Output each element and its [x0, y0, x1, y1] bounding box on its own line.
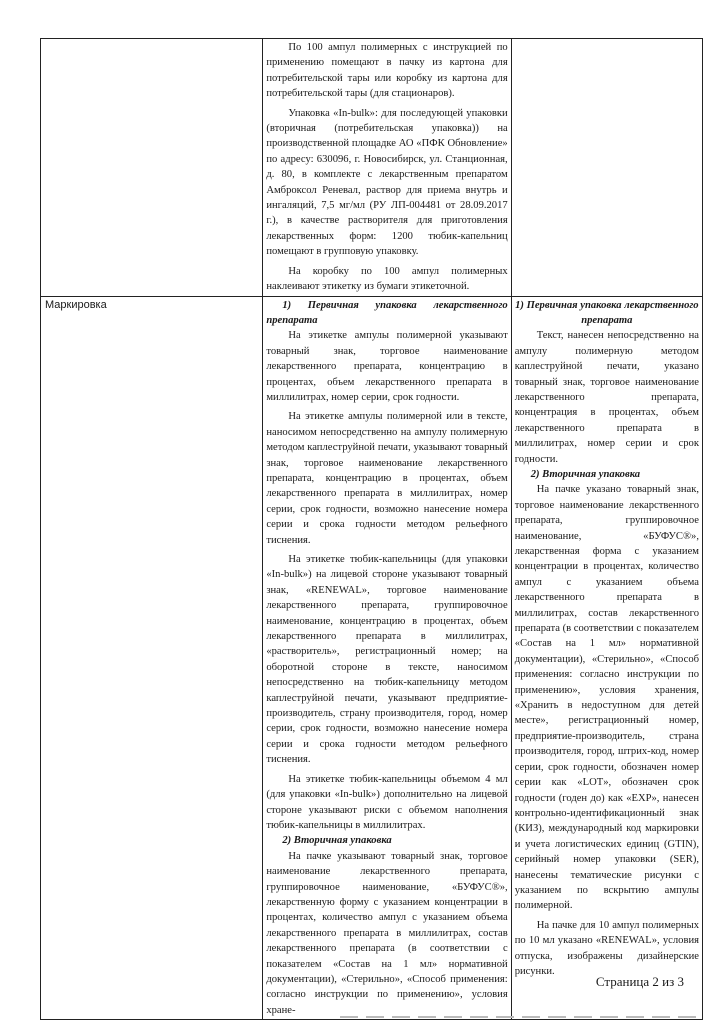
- scan-artifact-line: [340, 1016, 700, 1018]
- marking-paragraph: На пачке указывают товарный знак, торговое наименование лекарственного препарата, группировочное наименование, «БУФУС®», лекарственную форму с указанием концентрации в процентах, количество ампул с указанием объема лекарственного препарата в миллилитрах, состав лекарственного препарата (в соответствии с показателем «Состав на 1 мл» нормативной документации), «Стерильно», «Способ применения: согласно инструкции по применению», условия хране-: [266, 850, 508, 1016]
- marking-paragraph: На этикетке ампулы полимерной или в тексте, наносимом непосредственно на ампулу полимерную методом каплеструйной печати, указывают товарный знак, торговое наименование лекарственного препарата, концентрацию в процентах, объем лекарственного препарата в миллилитрах, номер серии, срок годности, возможно нанесение номера серии и срока годности методом рельефного тиснения.: [266, 411, 508, 546]
- section-heading: 1) Первичная упаковка лекарственного препарата: [515, 299, 699, 326]
- marking-requirements-cell: [263, 296, 511, 1020]
- marking-actual-cell: [511, 296, 702, 1020]
- packaging-paragraph: Упаковка «In-bulk»: для последующей упаковки (вторичная (потребительская упаковка)) на производственной площадке АО «ПФК Обновление» по адресу: 630096, г. Новосибирск, ул. Станционная, д. 80, в комплекте с лекарственным препаратом Амброксол Реневал, раствор для приема внутрь и ингаляций, 7,5 мг/мл (РУ ЛП-004481 от 28.09.2017 г.), в качестве растворителя для приготовления лекарственных форм: 1200 тюбик-капельниц помещают в групповую упаковку.: [266, 107, 508, 258]
- section-heading: 2) Вторичная упаковка: [530, 468, 641, 480]
- table-row: [41, 296, 703, 1020]
- packaging-paragraph: По 100 ампул полимерных с инструкцией по применению помещают в пачку из картона для потребительской тары или коробку из картона для потребительской тары (для стационаров).: [266, 42, 508, 100]
- marking-paragraph: На этикетке ампулы полимерной указывают товарный знак, торговое наименование лекарственного препарата, концентрацию в процентах, объем лекарственного препарата в миллилитрах, номер серии, срок годности.: [266, 330, 508, 403]
- marking-paragraph: На этикетке тюбик-капельницы объемом 4 мл (для упаковки «In-bulk») дополнительно на лицевой стороне указывают риски с объемом наполнения тюбик-капельницы в миллилитрах.: [266, 773, 508, 831]
- marking-paragraph: На этикетке тюбик-капельницы (для упаковки «In-bulk») на лицевой стороне указывают товарный знак, «RENEWAL», торговое наименование лекарственного препарата, группировочное наименование, концентрацию в процентах, объем лекарственного препарата в миллилитрах, «растворитель», регистрационный номер; на оборотной стороне в тексте, наносимом непосредственно на тюбик-капельницу методом каплеструйной печати, указывают предприятие-производитель, страну производителя, город, номер серии, срок годности, возможно нанесение номера серии и срока годности методом рельефного тиснения.: [266, 554, 508, 766]
- table-row: [41, 39, 703, 297]
- document-table: [40, 38, 703, 1020]
- empty-cell: [511, 39, 702, 297]
- packaging-paragraph: На коробку по 100 ампул полимерных наклеивают этикетку из бумаги этикеточной.: [266, 265, 508, 293]
- section-heading: 2) Вторичная упаковка: [282, 835, 392, 847]
- section-heading: 1) Первичная упаковка лекарственного препарата: [266, 299, 508, 326]
- page-number: Страница 2 из 3: [595, 974, 684, 989]
- marking-paragraph: Текст, нанесен непосредственно на ампулу полимерную методом каплеструйной печати, указано товарный знак, торговое наименование лекарственного препарата, концентрация в процентах, объем лекарственного препарата в миллилитрах, номер серии и срок годности.: [514, 330, 699, 465]
- marking-label-cell: [41, 296, 263, 1020]
- marking-paragraph: На пачке для 10 ампул полимерных по 10 мл указано «RENEWAL», условия отпуска, изображены дизайнерские рисунки.: [514, 919, 699, 977]
- packaging-cell: [263, 39, 511, 297]
- row-label-cell-empty: [41, 39, 263, 297]
- row-label: Маркировка: [45, 298, 107, 311]
- marking-paragraph: На пачке указано товарный знак, торговое наименование лекарственного препарата, группировочное наименование, «БУФУС®», лекарственная форма с указанием концентрации в процентах, количество ампул с указанием объема лекарственного препарата в миллилитрах, состав лекарственного препарата (в соответствии с показателем «Состав на 1 мл» нормативной документации), «Стерильно», «Способ применения: согласно инструкции по применению», условия хранения, «Хранить в недоступном для детей месте», регистрационный номер, предприятие-производитель, страна производителя, город, штрих-код, номер серии, срок годности, обозначен номер серии как «LOT», обозначен срок годности (годен до) как «EXP», нанесен контрольно-идентификационный знак (КИЗ), международный код маркировки и учета логистических единиц (GTIN), серийный номер упаковки (SER), нанесены тематические рисунки с указанием по вскрытию ампулы полимерной.: [514, 484, 699, 912]
